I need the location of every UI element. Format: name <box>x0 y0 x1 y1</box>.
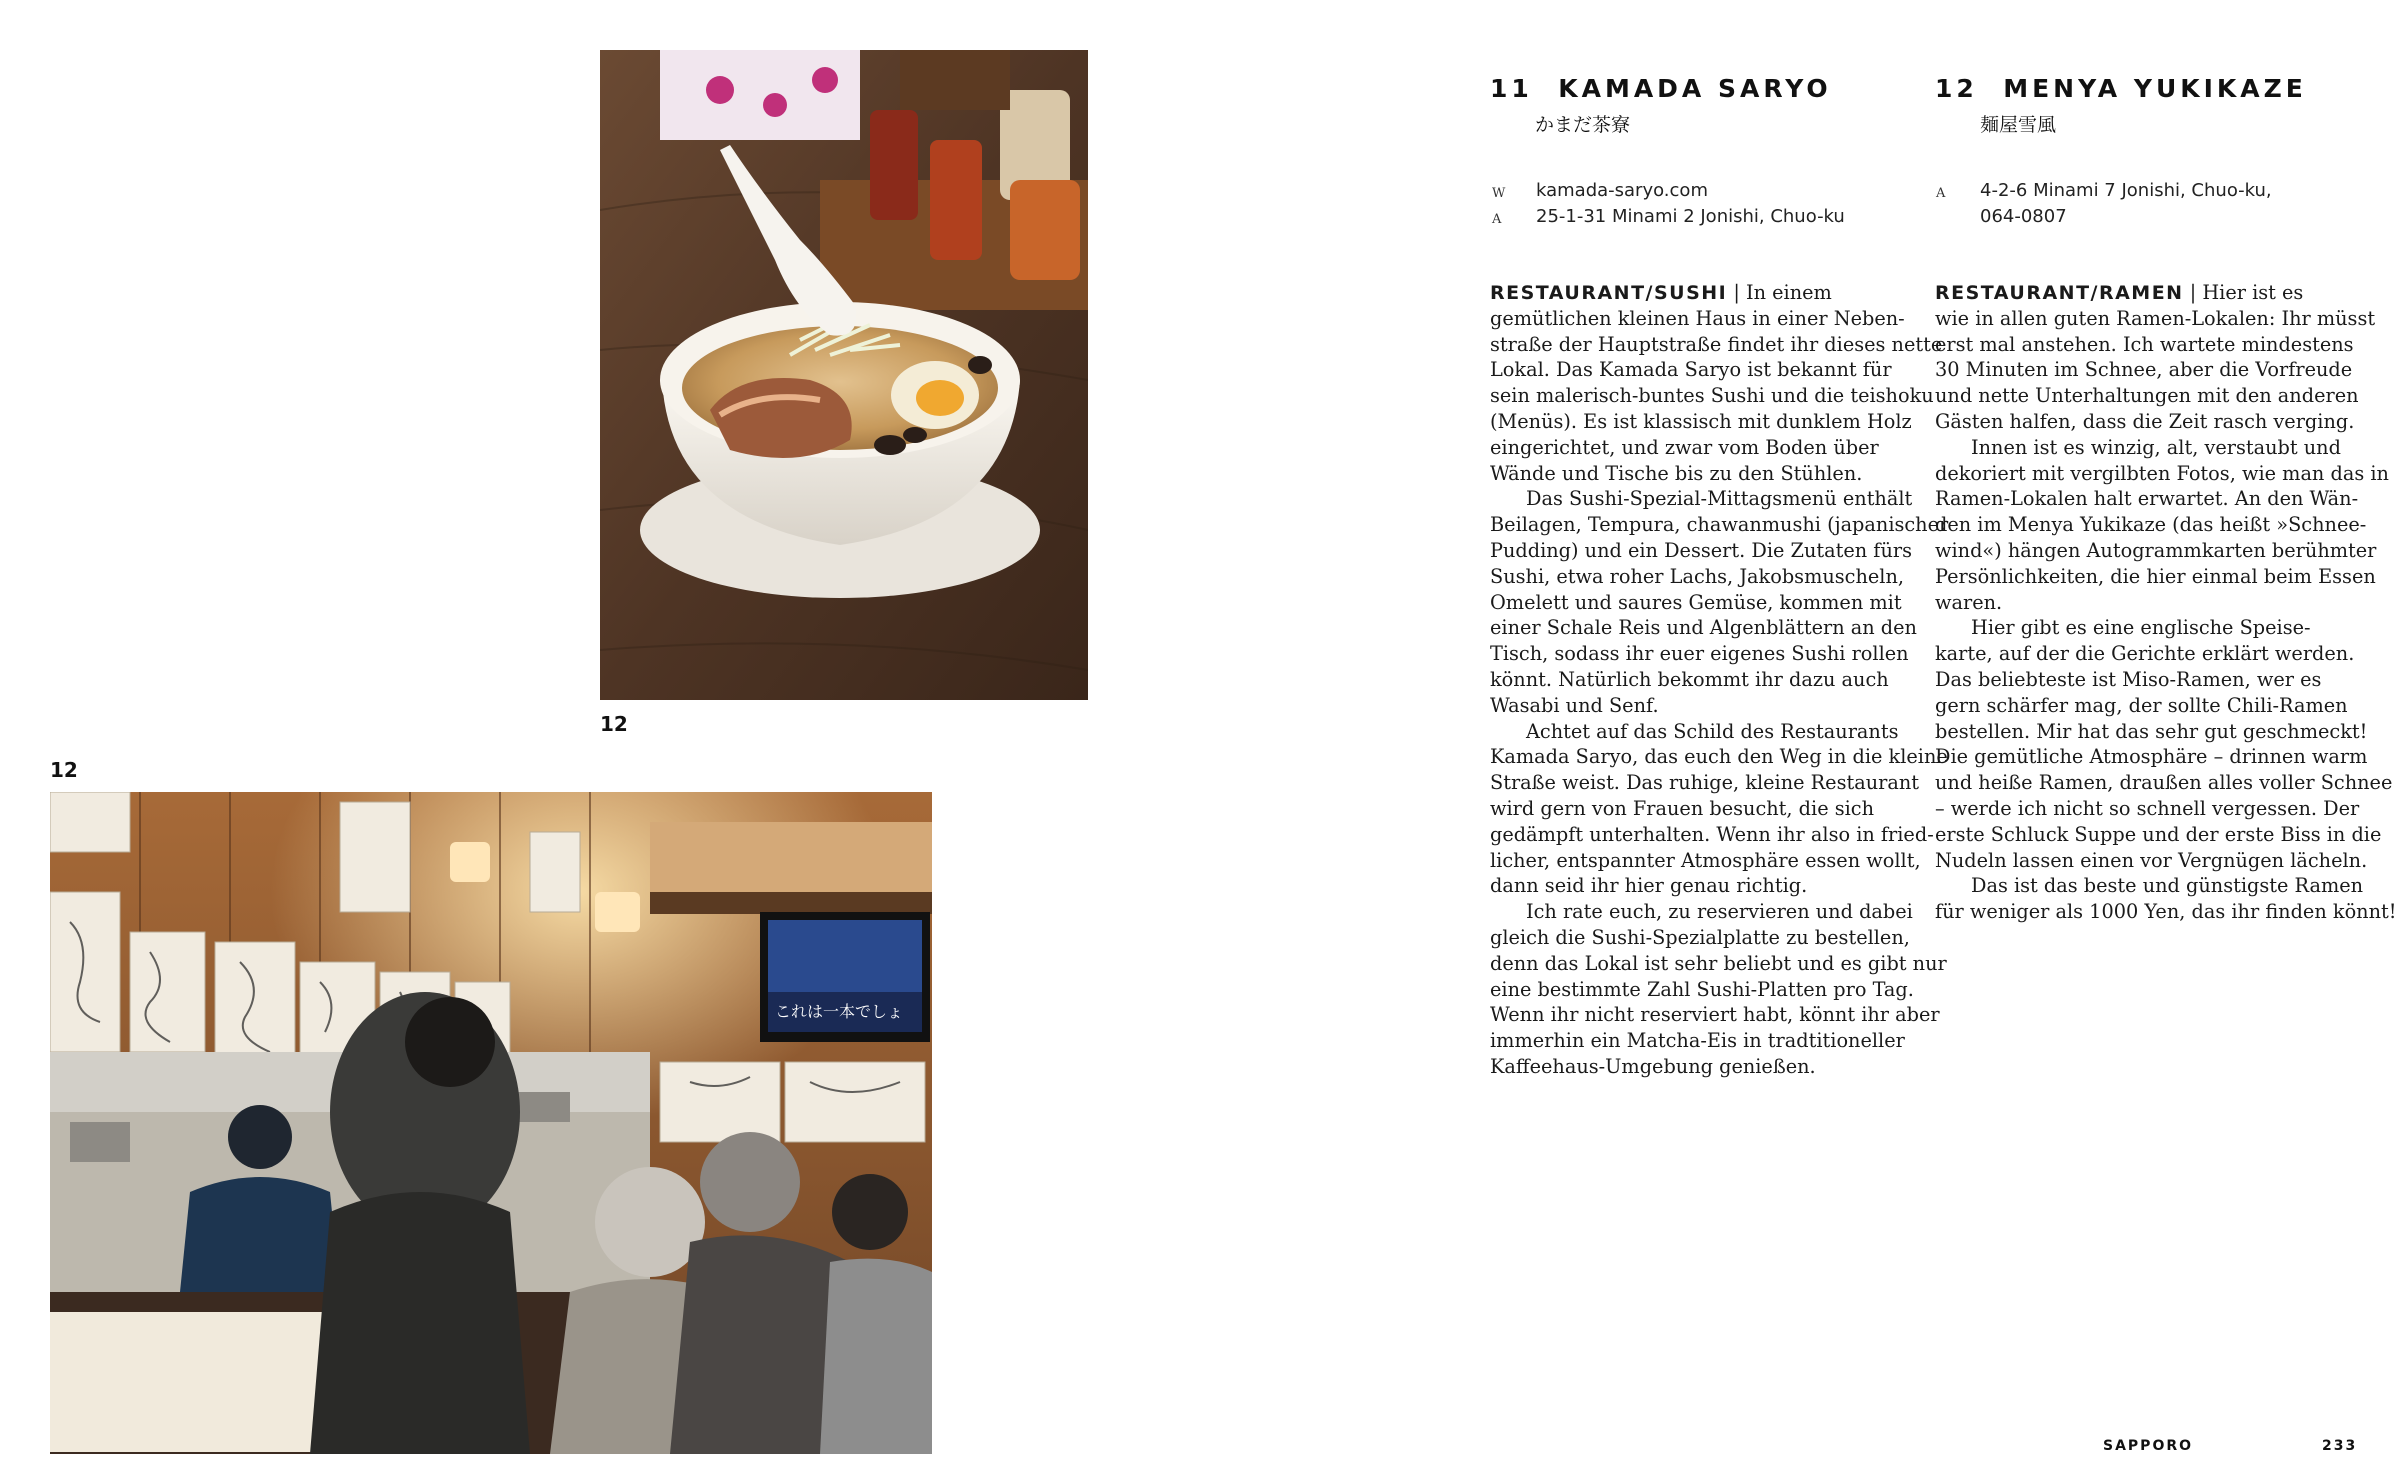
body-line-text: Ich rate euch, zu reservieren und dabei <box>1526 900 1913 924</box>
body-line-text: gleich die Sushi-Spezialplatte zu bestellen, <box>1490 925 1910 949</box>
body-line-text: Omelett und saures Gemüse, kommen mit <box>1490 590 1902 614</box>
entry-number: 11 <box>1490 74 1533 103</box>
website-key: W <box>1492 186 1506 201</box>
entry-11-body <box>1490 280 1949 1080</box>
body-line <box>1490 306 1910 332</box>
body-line <box>1935 822 2382 848</box>
address-text: 25-1-31 Minami 2 Jonishi, Chuo-ku <box>1536 206 1845 227</box>
body-line <box>1490 409 1910 435</box>
body-line <box>1490 977 1914 1003</box>
body-line <box>1490 899 1913 925</box>
body-line-text: bestellen. Mir hat das sehr gut geschmeckt! <box>1935 719 2368 743</box>
body-line-text: Sushi, etwa roher Lachs, Jakobsmuscheln, <box>1490 564 1905 588</box>
body-line <box>1935 615 2355 641</box>
body-line <box>1490 486 1913 512</box>
entry-11-japanese-name: かまだ茶寮 <box>1535 114 1631 136</box>
body-line-text: gedämpft unterhalten. Wenn ihr also in fried- <box>1490 822 1934 846</box>
body-line <box>1935 848 2368 874</box>
body-line-text: Beilagen, Tempura, chawanmushi (japanischer <box>1490 513 1949 537</box>
postal-code: 064-0807 <box>1980 206 2067 227</box>
body-line-text: Achtet auf das Schild des Restaurants <box>1526 719 1899 743</box>
body-line <box>1935 332 2355 358</box>
website-link[interactable]: kamada-saryo.com <box>1536 180 1708 201</box>
body-line-text: und heiße Ramen, draußen alles voller Schnee <box>1935 771 2393 795</box>
body-line-text: dekoriert mit vergilbten Fotos, wie man das in <box>1935 461 2389 485</box>
body-line <box>1935 590 2355 616</box>
body-line-text: | In einem <box>1727 281 1832 304</box>
body-line-text: könnt. Natürlich bekommt ihr dazu auch <box>1490 667 1889 691</box>
body-line <box>1490 332 1943 358</box>
body-line-text: Das Sushi-Spezial-Mittagsmenü enthält <box>1526 487 1913 511</box>
body-line-text: eingerichtet, und zwar vom Boden über <box>1490 435 1879 459</box>
body-line-text: Pudding) und ein Dessert. Die Zutaten fürs <box>1490 538 1912 562</box>
entry-12-title <box>1935 74 2307 103</box>
body-line-text: Hier gibt es eine englische Speise- <box>1971 616 2311 640</box>
body-line <box>1490 461 1910 487</box>
body-line-text: straße der Hauptstraße findet ihr dieses nette <box>1490 332 1943 356</box>
body-line-text: Straße weist. Das ruhige, kleine Restaurant <box>1490 771 1920 795</box>
body-line-text: erste Schluck Suppe und der erste Biss in die <box>1935 822 2382 846</box>
body-line <box>1935 383 2359 409</box>
body-line <box>1490 435 1910 461</box>
body-line <box>1490 1054 1910 1080</box>
entry-number: 12 <box>1935 74 1978 103</box>
running-footer-section: SAPPORO <box>2103 1438 2194 1454</box>
body-line-text: (Menüs). Es ist klassisch mit dunklem Holz <box>1490 409 1912 433</box>
body-line-text: eine bestimmte Zahl Sushi-Platten pro Tag. <box>1490 977 1914 1001</box>
body-line <box>1490 667 1910 693</box>
body-line-text: wird gern von Frauen besucht, die sich <box>1490 796 1875 820</box>
body-line-text: für weniger als 1000 Yen, das ihr finden könnt! <box>1935 900 2397 924</box>
body-line-text: Kamada Saryo, das euch den Weg in die kleine <box>1490 745 1948 769</box>
body-line-text: gemütlichen kleinen Haus in einer Neben- <box>1490 306 1905 330</box>
ramen-shop-interior-photo <box>50 792 932 1454</box>
body-line-text: den im Menya Yukikaze (das heißt »Schnee- <box>1935 513 2367 537</box>
body-line <box>1935 770 2393 796</box>
body-line <box>1935 693 2355 719</box>
body-line-text: Innen ist es winzig, alt, verstaubt und <box>1971 435 2341 459</box>
body-line <box>1935 873 2364 899</box>
body-line-text: Tisch, sodass ihr euer eigenes Sushi rollen <box>1490 642 1909 666</box>
body-line <box>1490 590 1910 616</box>
body-line <box>1935 461 2389 487</box>
body-line-text: wind«) hängen Autogrammkarten berühmter <box>1935 538 2377 562</box>
photo-caption-number: 12 <box>600 712 628 736</box>
body-line <box>1490 641 1910 667</box>
body-line <box>1490 512 1949 538</box>
body-line <box>1490 615 1917 641</box>
body-line-text: einer Schale Reis und Algenblättern an den <box>1490 616 1917 640</box>
entry-name: KAMADA SARYO <box>1558 74 1832 103</box>
body-line-text: Das beliebteste ist Miso-Ramen, wer es <box>1935 667 2322 691</box>
address-key: A <box>1936 186 1946 201</box>
body-line <box>1490 925 1910 951</box>
body-line <box>1490 383 1934 409</box>
page-number: 233 <box>2322 1438 2358 1454</box>
body-line <box>1935 796 2360 822</box>
body-line-text: sein malerisch-buntes Sushi und die teishoku <box>1490 384 1934 408</box>
body-line-text: Kaffeehaus-Umgebung genießen. <box>1490 1054 1816 1078</box>
body-line-text: 30 Minuten im Schnee, aber die Vorfreude <box>1935 358 2353 382</box>
body-line <box>1935 744 2368 770</box>
entry-12-body <box>1935 280 2397 925</box>
body-line <box>1935 667 2355 693</box>
body-line-text: | Hier ist es <box>2183 281 2304 304</box>
body-first-line <box>1490 280 1910 306</box>
body-line <box>1490 770 1920 796</box>
body-line <box>1935 357 2355 383</box>
entry-12-japanese-name: 麺屋雪風 <box>1980 114 2057 136</box>
body-line <box>1490 951 1947 977</box>
entry-11-title <box>1490 74 1832 103</box>
body-line-text: und nette Unterhaltungen mit den anderen <box>1935 384 2359 408</box>
body-line <box>1935 641 2355 667</box>
address-text: 4-2-6 Minami 7 Jonishi, Chuo-ku, <box>1980 180 2272 201</box>
body-line <box>1490 873 1910 899</box>
body-line <box>1490 744 1948 770</box>
category-label: RESTAURANT/SUSHI <box>1490 282 1728 304</box>
ramen-bowl-illustration <box>600 50 1088 700</box>
body-line-text: immerhin ein Matcha-Eis in tradtitioneller <box>1490 1029 1905 1053</box>
body-line <box>1490 822 1934 848</box>
body-line-text: wie in allen guten Ramen-Lokalen: Ihr müsst <box>1935 306 2376 330</box>
body-line-text: erst mal anstehen. Ich wartete mindestens <box>1935 332 2354 356</box>
body-line-text: gern schärfer mag, der sollte Chili-Ramen <box>1935 693 2348 717</box>
body-line-text: Wenn ihr nicht reserviert habt, könnt ihr aber <box>1490 1003 1940 1027</box>
shop-interior-illustration <box>50 792 932 1454</box>
body-line-text: dann seid ihr hier genau richtig. <box>1490 874 1808 898</box>
body-line <box>1490 538 1910 564</box>
body-line <box>1935 899 2397 925</box>
body-line-text: Nudeln lassen einen vor Vergnügen lächeln. <box>1935 848 2368 872</box>
body-line-text: karte, auf der die Gerichte erklärt werden. <box>1935 642 2355 666</box>
body-line-text: Wasabi und Senf. <box>1490 693 1659 717</box>
tv-caption: これは一本でしょ <box>775 1002 904 1021</box>
body-line-text: Lokal. Das Kamada Saryo ist bekannt für <box>1490 358 1892 382</box>
body-line-text: – werde ich nicht so schnell vergessen. Der <box>1935 796 2360 820</box>
body-line-text: denn das Lokal ist sehr beliebt und es gibt nur <box>1490 951 1947 975</box>
body-line-text: Persönlichkeiten, die hier einmal beim Essen <box>1935 564 2376 588</box>
ramen-bowl-photo <box>600 50 1088 700</box>
body-line-text: Wände und Tische bis zu den Stühlen. <box>1490 461 1863 485</box>
address-key: A <box>1492 212 1502 227</box>
body-line-text: waren. <box>1935 590 2003 614</box>
body-line <box>1490 357 1910 383</box>
body-line <box>1490 719 1910 745</box>
entry-name: MENYA YUKIKAZE <box>2003 74 2307 103</box>
body-line <box>1490 1028 1910 1054</box>
body-line-text: Gästen halfen, dass die Zeit rasch verging. <box>1935 409 2355 433</box>
body-line <box>1490 1002 1940 1028</box>
body-line <box>1935 435 2355 461</box>
body-line <box>1935 564 2376 590</box>
body-first-line <box>1935 280 2355 306</box>
body-line <box>1490 848 1921 874</box>
body-line-text: Das ist das beste und günstigste Ramen <box>1971 874 2364 898</box>
body-line <box>1935 512 2367 538</box>
photo-caption-number: 12 <box>50 758 78 782</box>
body-line <box>1935 486 2359 512</box>
body-line <box>1935 538 2377 564</box>
body-line-text: Ramen-Lokalen halt erwartet. An den Wän- <box>1935 487 2359 511</box>
body-line <box>1490 564 1910 590</box>
body-line <box>1935 719 2368 745</box>
body-line <box>1490 796 1910 822</box>
body-line <box>1490 693 1910 719</box>
category-label: RESTAURANT/RAMEN <box>1935 282 2184 304</box>
body-line-text: licher, entspannter Atmosphäre essen wollt, <box>1490 848 1921 872</box>
body-line <box>1935 409 2355 435</box>
body-line-text: Die gemütliche Atmosphäre – drinnen warm <box>1935 745 2368 769</box>
body-line <box>1935 306 2376 332</box>
